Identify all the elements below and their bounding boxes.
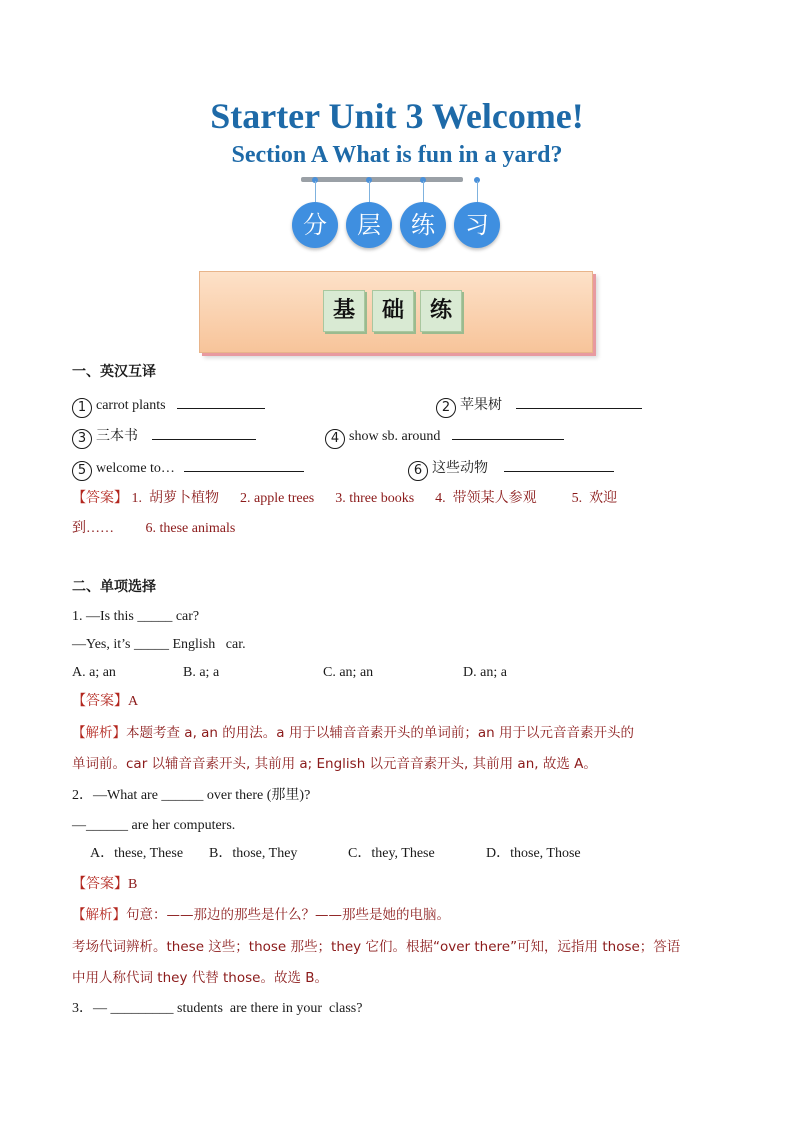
badge-circle-ceng: 层	[346, 202, 392, 248]
question-2-answer	[72, 874, 137, 895]
question-2-analysis-2: 考场代词辨析。these 这些；those 那些；they 它们。根据“over there”可知，远指用 those；答语	[72, 939, 681, 955]
item-text: show sb. around	[349, 429, 441, 444]
banner-chip-chu: 础	[372, 290, 414, 332]
item-text: welcome to…	[96, 461, 175, 476]
option-c[interactable]: C. an; an	[323, 665, 374, 680]
item-text: 这些动物	[432, 460, 488, 476]
analysis-label: 【解析】	[72, 725, 126, 741]
option-d[interactable]: D．those, Those	[486, 846, 581, 861]
answer-blank[interactable]	[184, 457, 304, 472]
question-1-analysis-1	[72, 723, 634, 743]
badge-circle-lian: 练	[400, 202, 446, 248]
answer-value: B	[128, 877, 138, 892]
hanger-string	[369, 181, 370, 203]
option-b[interactable]: B．those, They	[209, 846, 298, 861]
translation-item-2	[436, 394, 642, 418]
question-2-analysis-3: 中用人称代词 they 代替 those。故选 B。	[72, 970, 329, 986]
analysis-text: 本题考查 a, an 的用法。a 用于以辅音音素开头的单词前；an 用于以元音音素开头的	[126, 725, 634, 741]
item-text: 苹果树	[460, 397, 502, 413]
question-2-analysis-1	[72, 905, 450, 925]
badge-circle-fen: 分	[292, 202, 338, 248]
hanger-string	[423, 181, 424, 203]
answer-row-2: 到…… 6. these animals	[72, 521, 236, 536]
badge-circle-xi: 习	[454, 202, 500, 248]
answer-label: 【答案】	[72, 490, 128, 506]
question-3-line-1: 3．— _________ students are there in your class?	[72, 1001, 363, 1016]
section-heading-choice: 二、单项选择	[72, 579, 156, 595]
question-1-answer	[72, 691, 138, 712]
item-text: 三本书	[96, 428, 138, 444]
option-b[interactable]: B. a; a	[183, 665, 220, 680]
item-text: carrot plants	[96, 398, 166, 413]
hanger-string	[477, 181, 478, 203]
question-1-analysis-2: 单词前。car 以辅音音素开头, 其前用 a; English 以元音音素开头, 其前用 an, 故选 A。	[72, 756, 597, 772]
question-2-line-2: —______ are her computers.	[72, 818, 236, 833]
page-subtitle: Section A What is fun in a yard?	[231, 142, 563, 168]
item-number-1: 1	[72, 398, 92, 418]
answer-text: 1. 胡萝卜植物 2. apple trees 3. three books 4. 带领某人参观 5. 欢迎	[131, 491, 618, 506]
option-c[interactable]: C．they, These	[348, 846, 435, 861]
item-number-5: 5	[72, 461, 92, 481]
answer-label: 【答案】	[72, 693, 128, 709]
item-number-3: 3	[72, 429, 92, 449]
page-title: Starter Unit 3 Welcome!	[210, 96, 584, 136]
item-number-2: 2	[436, 398, 456, 418]
answer-row-1	[72, 488, 617, 509]
option-a[interactable]: A．these, These	[90, 846, 184, 861]
option-d[interactable]: D. an; a	[463, 665, 507, 680]
translation-item-1	[72, 394, 265, 418]
item-number-6: 6	[408, 461, 428, 481]
translation-item-4	[325, 425, 564, 449]
answer-blank[interactable]	[504, 457, 614, 472]
section-heading-translation: 一、英汉互译	[72, 364, 156, 380]
answer-value: A	[128, 694, 139, 709]
question-2-line-1: 2．—What are ______ over there (那里)?	[72, 788, 311, 803]
question-1-line-2: —Yes, it’s _____ English car.	[72, 637, 246, 652]
question-1-line-1: 1. —Is this _____ car?	[72, 609, 200, 624]
analysis-label: 【解析】	[72, 907, 126, 923]
option-a[interactable]: A. a; an	[72, 665, 116, 680]
analysis-text: 句意：——那边的那些是什么？——那些是她的电脑。	[126, 907, 450, 923]
translation-item-6	[408, 457, 614, 481]
answer-blank[interactable]	[452, 425, 564, 440]
translation-item-5	[72, 457, 304, 481]
banner-chip-lian: 练	[420, 290, 462, 332]
answer-blank[interactable]	[516, 394, 642, 409]
item-number-4: 4	[325, 429, 345, 449]
hanger-string	[315, 181, 316, 203]
answer-label: 【答案】	[72, 876, 128, 892]
answer-blank[interactable]	[152, 425, 256, 440]
translation-item-3	[72, 425, 256, 449]
hanger-rail	[301, 177, 463, 182]
banner-chip-ji: 基	[323, 290, 365, 332]
answer-blank[interactable]	[177, 394, 265, 409]
